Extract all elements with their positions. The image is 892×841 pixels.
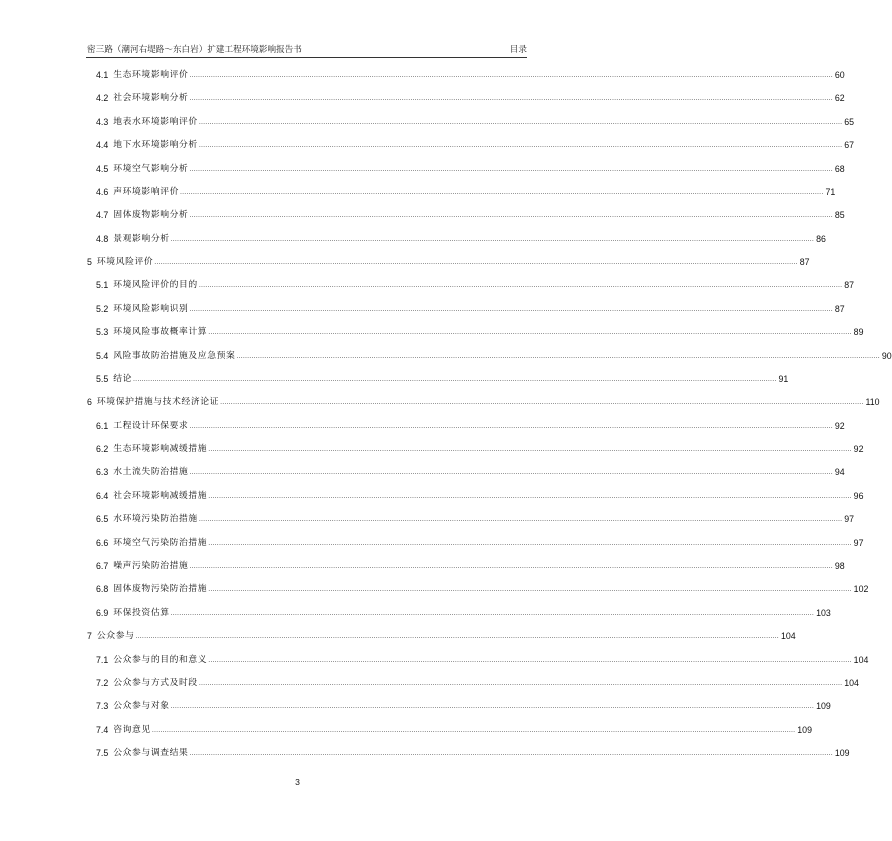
toc-dot-leader: ............................................................................................................................................................................................................................................................................................................ bbox=[198, 118, 843, 126]
toc-entry-page: 110 bbox=[865, 397, 880, 408]
toc-section-entry[interactable] bbox=[96, 745, 850, 759]
toc-entry-title: 环境风险评价的目的 bbox=[113, 280, 198, 291]
toc-entry-title: 社会环境影响减缓措施 bbox=[113, 490, 208, 501]
toc-dot-leader: ............................................................................................................................................................................................................................................................................................................ bbox=[198, 282, 843, 290]
toc-dot-leader: ............................................................................................................................................................................................................................................................................................................ bbox=[220, 399, 864, 407]
toc-entry-number: 4.8 bbox=[96, 233, 109, 244]
toc-entry-number: 6.8 bbox=[96, 584, 109, 595]
toc-chapter-entry[interactable] bbox=[87, 628, 796, 642]
toc-dot-leader: ............................................................................................................................................................................................................................................................................................................ bbox=[170, 609, 815, 617]
toc-entry-title: 水环境污染防治措施 bbox=[113, 514, 198, 525]
toc-entry-page: 89 bbox=[853, 327, 864, 338]
toc-section-entry[interactable] bbox=[96, 464, 845, 478]
toc-entry-title: 水土流失防治措施 bbox=[113, 467, 189, 478]
toc-entry-number: 4.6 bbox=[96, 186, 109, 197]
toc-section-entry[interactable] bbox=[96, 441, 864, 455]
toc-entry-page: 92 bbox=[834, 420, 845, 431]
toc-entry-page: 94 bbox=[834, 467, 845, 478]
toc-entry-title: 环境风险事故概率计算 bbox=[113, 327, 208, 338]
toc-dot-leader: ............................................................................................................................................................................................................................................................................................................ bbox=[208, 492, 852, 500]
toc-entry-title: 声环境影响评价 bbox=[113, 186, 180, 197]
toc-entry-page: 87 bbox=[799, 257, 810, 268]
toc-section-entry[interactable] bbox=[96, 90, 845, 104]
toc-entry-page: 91 bbox=[778, 373, 789, 384]
toc-entry-title: 环保投资估算 bbox=[113, 607, 170, 618]
toc-dot-leader: ............................................................................................................................................................................................................................................................................................................ bbox=[189, 750, 833, 758]
toc-dot-leader: ............................................................................................................................................................................................................................................................................................................ bbox=[170, 235, 815, 243]
toc-dot-leader: ............................................................................................................................................................................................................................................................................................................ bbox=[208, 329, 852, 337]
toc-dot-leader: ............................................................................................................................................................................................................................................................................................................ bbox=[170, 703, 815, 711]
toc-section-entry[interactable] bbox=[96, 67, 845, 81]
toc-section-entry[interactable] bbox=[96, 231, 826, 245]
toc-entry-title: 社会环境影响分析 bbox=[113, 93, 189, 104]
toc-entry-page: 92 bbox=[853, 444, 864, 455]
toc-dot-leader: ............................................................................................................................................................................................................................................................................................................ bbox=[198, 679, 843, 687]
toc-entry-page: 68 bbox=[834, 163, 845, 174]
toc-entry-title: 咨询意见 bbox=[113, 724, 151, 735]
toc-entry-page: 102 bbox=[853, 584, 869, 595]
toc-dot-leader: ............................................................................................................................................................................................................................................................................................................ bbox=[198, 142, 843, 150]
toc-entry-page: 103 bbox=[816, 607, 831, 618]
toc-entry-title: 结论 bbox=[113, 373, 133, 384]
toc-entry-title: 环境风险影响识别 bbox=[113, 303, 189, 314]
toc-entry-number: 5.1 bbox=[96, 280, 109, 291]
toc-entry-title: 地表水环境影响评价 bbox=[113, 116, 198, 127]
toc-entry-number: 7.1 bbox=[96, 654, 109, 665]
toc-entry-title: 生态环境影响减缓措施 bbox=[113, 444, 208, 455]
toc-section-entry[interactable] bbox=[96, 161, 845, 175]
toc-entry-title: 环境保护措施与技术经济论证 bbox=[96, 397, 220, 408]
toc-entry-number: 4.5 bbox=[96, 163, 109, 174]
toc-entry-page: 65 bbox=[844, 116, 855, 127]
header-section: 目录 bbox=[509, 45, 527, 55]
toc-entry-title: 工程设计环保要求 bbox=[113, 420, 189, 431]
toc-section-entry[interactable] bbox=[96, 581, 869, 595]
toc-chapter-entry[interactable] bbox=[87, 254, 810, 268]
toc-entry-title: 地下水环境影响分析 bbox=[113, 140, 198, 151]
toc-entry-number: 5.5 bbox=[96, 373, 109, 384]
toc-entry-title: 环境空气影响分析 bbox=[113, 163, 189, 174]
toc-entry-title: 风险事故防治措施及应急预案 bbox=[113, 350, 236, 361]
toc-section-entry[interactable] bbox=[96, 652, 869, 666]
toc-dot-leader: ............................................................................................................................................................................................................................................................................................................ bbox=[189, 562, 833, 570]
toc-section-entry[interactable] bbox=[96, 698, 831, 712]
toc-entry-number: 6.5 bbox=[96, 514, 109, 525]
toc-entry-page: 109 bbox=[834, 748, 850, 759]
toc-entry-page: 85 bbox=[834, 210, 845, 221]
toc-entry-page: 71 bbox=[825, 186, 836, 197]
toc-entry-number: 4.4 bbox=[96, 140, 109, 151]
toc-entry-page: 98 bbox=[834, 560, 845, 571]
toc-entry-number: 5.2 bbox=[96, 303, 109, 314]
toc-entry-page: 104 bbox=[853, 654, 869, 665]
toc-dot-leader: ............................................................................................................................................................................................................................................................................................................ bbox=[208, 446, 852, 454]
toc-dot-leader: ............................................................................................................................................................................................................................................................................................................ bbox=[208, 539, 852, 547]
toc-section-entry[interactable] bbox=[96, 137, 855, 151]
toc-section-entry[interactable] bbox=[96, 558, 845, 572]
toc-entry-number: 7.4 bbox=[96, 724, 109, 735]
toc-dot-leader: ............................................................................................................................................................................................................................................................................................................ bbox=[236, 352, 880, 360]
toc-entry-number: 6.3 bbox=[96, 467, 109, 478]
toc-entry-page: 97 bbox=[853, 537, 864, 548]
toc-entry-page: 62 bbox=[834, 93, 845, 104]
toc-dot-leader: ............................................................................................................................................................................................................................................................................................................ bbox=[151, 726, 796, 734]
toc-entry-page: 104 bbox=[844, 677, 859, 688]
toc-dot-leader: ............................................................................................................................................................................................................................................................................................................ bbox=[189, 165, 833, 173]
toc-entry-number: 6.9 bbox=[96, 607, 109, 618]
toc-entry-number: 6.2 bbox=[96, 444, 109, 455]
toc-section-entry[interactable] bbox=[96, 722, 812, 736]
toc-dot-leader: ............................................................................................................................................................................................................................................................................................................ bbox=[189, 422, 833, 430]
toc-entry-number: 4.7 bbox=[96, 210, 109, 221]
toc-dot-leader: ............................................................................................................................................................................................................................................................................................................ bbox=[154, 259, 798, 267]
toc-chapter-entry[interactable] bbox=[87, 394, 880, 408]
toc-section-entry[interactable] bbox=[96, 511, 855, 525]
toc-entry-title: 景观影响分析 bbox=[113, 233, 170, 244]
toc-dot-leader: ............................................................................................................................................................................................................................................................................................................ bbox=[189, 305, 833, 313]
toc-section-entry[interactable] bbox=[96, 114, 855, 128]
toc-dot-leader: ............................................................................................................................................................................................................................................................................................................ bbox=[189, 72, 833, 79]
toc-entry-title: 公众参与对象 bbox=[113, 701, 170, 712]
toc-entry-title: 公众参与方式及时段 bbox=[113, 677, 198, 688]
toc-entry-page: 60 bbox=[834, 70, 845, 80]
toc-entry-number: 6.7 bbox=[96, 560, 109, 571]
toc-entry-page: 109 bbox=[816, 701, 831, 712]
toc-entry-title: 环境空气污染防治措施 bbox=[113, 537, 208, 548]
toc-section-entry[interactable] bbox=[96, 324, 864, 338]
toc-section-entry[interactable] bbox=[96, 605, 831, 619]
toc-section-entry[interactable] bbox=[96, 675, 859, 689]
toc-dot-leader: ............................................................................................................................................................................................................................................................................................................ bbox=[198, 516, 843, 524]
toc-entry-number: 6.4 bbox=[96, 490, 109, 501]
toc-dot-leader: ............................................................................................................................................................................................................................................................................................................ bbox=[189, 469, 833, 477]
toc-entry-title: 噪声污染防治措施 bbox=[113, 560, 189, 571]
toc-dot-leader: ............................................................................................................................................................................................................................................................................................................ bbox=[180, 188, 824, 196]
toc-dot-leader: ............................................................................................................................................................................................................................................................................................................ bbox=[135, 633, 779, 641]
toc-entry-number: 6 bbox=[87, 397, 92, 408]
toc-entry-page: 104 bbox=[780, 631, 796, 642]
toc-entry-page: 96 bbox=[853, 490, 864, 501]
toc-dot-leader: ............................................................................................................................................................................................................................................................................................................ bbox=[208, 586, 852, 594]
toc-dot-leader: ............................................................................................................................................................................................................................................................................................................ bbox=[133, 375, 777, 383]
toc-entry-number: 6.1 bbox=[96, 420, 109, 431]
toc-entry-number: 7.5 bbox=[96, 748, 109, 759]
toc-section-entry[interactable] bbox=[96, 535, 864, 549]
toc-section-entry[interactable] bbox=[96, 348, 892, 362]
toc-entry-title: 公众参与的目的和意义 bbox=[113, 654, 208, 665]
toc-dot-leader: ............................................................................................................................................................................................................................................................................................................ bbox=[208, 656, 852, 664]
toc-section-entry[interactable] bbox=[96, 184, 836, 198]
toc-entry-number: 7.2 bbox=[96, 677, 109, 688]
toc-section-entry[interactable] bbox=[96, 301, 845, 315]
toc-entry-number: 4.1 bbox=[96, 70, 109, 80]
toc-entry-title: 生态环境影响评价 bbox=[113, 70, 189, 80]
toc-entry-title: 公众参与调查结果 bbox=[113, 748, 189, 759]
page-number: 3 bbox=[295, 777, 300, 787]
toc-entry-title: 固体废物影响分析 bbox=[113, 210, 189, 221]
toc-entry-number: 4.3 bbox=[96, 116, 109, 127]
toc-dot-leader: ............................................................................................................................................................................................................................................................................................................ bbox=[189, 212, 833, 220]
toc-entry-number: 5.4 bbox=[96, 350, 109, 361]
toc-entry-number: 5 bbox=[87, 257, 92, 268]
toc-entry-page: 97 bbox=[844, 514, 855, 525]
toc-entry-page: 87 bbox=[844, 280, 855, 291]
toc-entry-page: 87 bbox=[834, 303, 845, 314]
toc-section-entry[interactable] bbox=[96, 207, 845, 221]
toc-section-entry[interactable] bbox=[96, 371, 789, 385]
toc-entry-page: 67 bbox=[844, 140, 855, 151]
toc-entry-title: 固体废物污染防治措施 bbox=[113, 584, 208, 595]
toc-entry-page: 86 bbox=[816, 233, 826, 244]
toc-section-entry[interactable] bbox=[96, 277, 855, 291]
header-title: 密三路（潮河右堤路～东白岩）扩建工程环境影响报告书 bbox=[87, 45, 302, 55]
toc-dot-leader: ............................................................................................................................................................................................................................................................................................................ bbox=[189, 95, 833, 103]
toc-section-entry[interactable] bbox=[96, 488, 864, 502]
toc-section-entry[interactable] bbox=[96, 418, 845, 432]
toc-entry-number: 5.3 bbox=[96, 327, 109, 338]
toc-entry-number: 7 bbox=[87, 631, 92, 642]
toc-entry-page: 109 bbox=[797, 724, 812, 735]
toc-entry-page: 90 bbox=[881, 350, 892, 361]
toc-entry-number: 6.6 bbox=[96, 537, 109, 548]
toc-entry-title: 公众参与 bbox=[96, 631, 135, 642]
toc-entry-number: 7.3 bbox=[96, 701, 109, 712]
toc-entry-title: 环境风险评价 bbox=[96, 257, 154, 268]
toc-entry-number: 4.2 bbox=[96, 93, 109, 104]
